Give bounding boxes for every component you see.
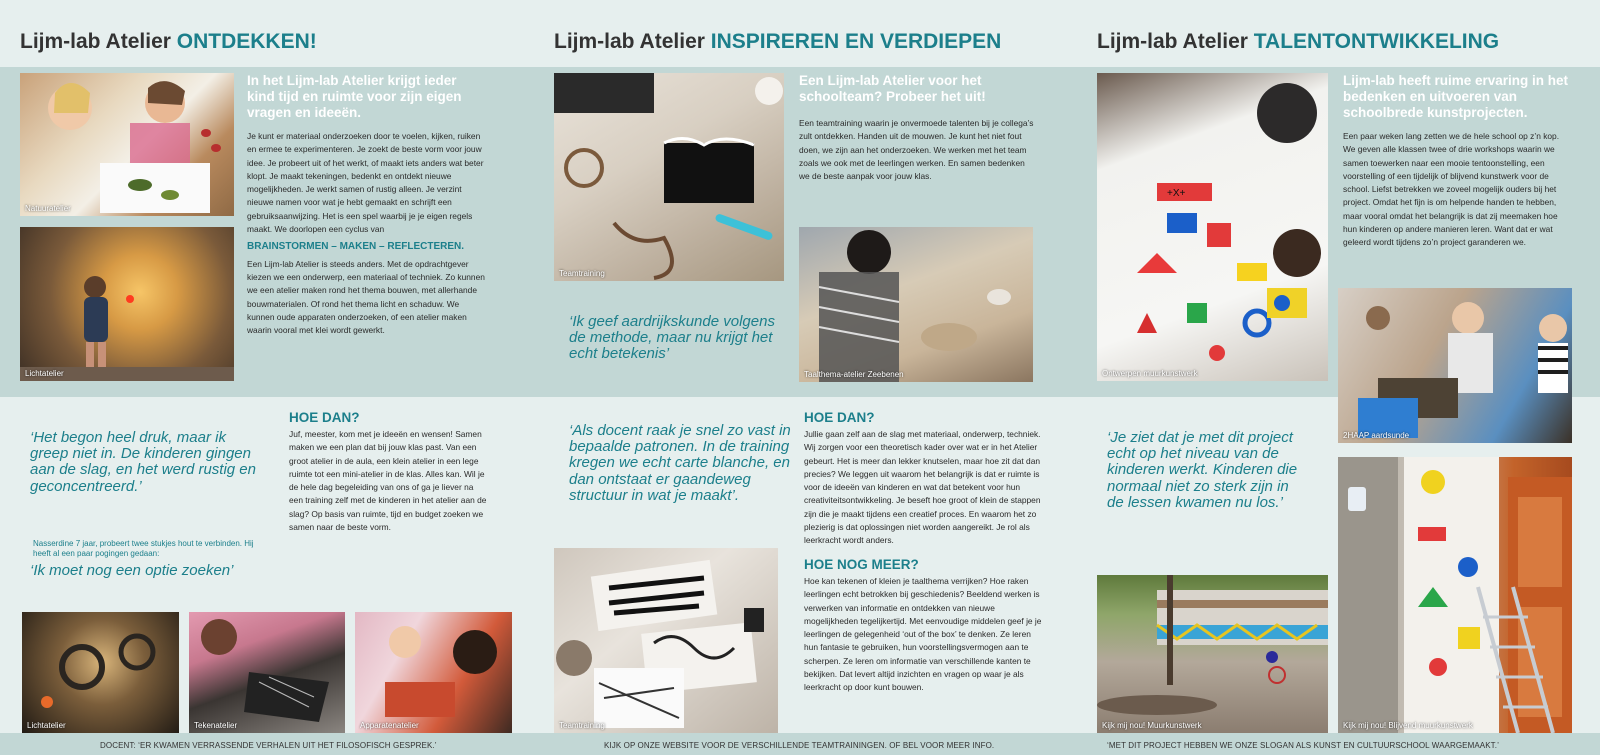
photo-2haap-art (1338, 288, 1572, 443)
title-prefix: Lijm-lab Atelier (554, 30, 705, 53)
quote: ‘Ik moet nog een optie zoeken’ (30, 562, 234, 579)
photo-muurkunstwerk (1097, 575, 1328, 733)
photo-taalthema-art (799, 227, 1033, 382)
body-text: Een teamtraining waarin je onvermoede talenten bij je collega’s zult ontdekken. Handen uit de mouwen. Je kunt het niet fout doen, we zijn aan het onderzoeken. We werken met het team zoals we ook met de leerlingen werken. En samen bedenken we de beste aanpak voor jouw klas. (799, 118, 1034, 182)
lead-text: Een Lijm-lab Atelier voor het schoolteam? Probeer het uit! (799, 73, 986, 104)
photo-muurkunstwerk-art (1097, 575, 1328, 733)
photo-caption: Kijk mij nou! Muurkunstwerk (1102, 721, 1202, 730)
photo-blijvend-muurkunstwerk (1338, 457, 1572, 733)
title-prefix: Lijm-lab Atelier (1097, 30, 1248, 53)
footer-text: ‘MET DIT PROJECT HEBBEN WE ONZE SLOGAN ALS KUNST EN CULTUURSCHOOL WAARGEMAAKT.’ (1107, 741, 1499, 750)
photo-teamtraining-1 (554, 73, 784, 281)
body-paragraph: Je kunt er materiaal onderzoeken door te voelen, kijken, ruiken en ermee te experimenteren. Je zoekt de beste vorm voor jouw idee. Je probeert uit of het werkt, of maakt iets anders wat beter klopt. Je maakt tekeningen, bedenkt en ontdekt nieuwe mogelijkheden. Je werkt samen of rustig alleen. Je verzint nieuwe namen voor wat je hebt gemaakt en schrijft een gebruiksaanwijzing. Het is een spel waarbij je je eigen regels maakt. We doorlopen een cyclus van (247, 131, 484, 235)
photo-ontwerpen-muurkunstwerk (1097, 73, 1328, 381)
panel-title (554, 30, 1001, 54)
photo-lichtatelier (20, 227, 234, 381)
footer-text: KIJK OP ONZE WEBSITE VOOR DE VERSCHILLENDE TEAMTRAININGEN. OF BEL VOOR MEER INFO. (604, 741, 995, 750)
quote: ‘Als docent raak je snel zo vast in bepaalde patronen. In de training kregen we echt carte blanche, en dan ontstaat er gaandeweg structuur in wat je maakt’. (569, 422, 791, 504)
photo-bottom-apparatenatelier-art (355, 612, 512, 733)
photo-bottom-lichtatelier (22, 612, 179, 733)
photo-caption: Teamtraining (559, 721, 605, 730)
panel-title (1097, 30, 1499, 54)
section-heading: HOE DAN? (804, 410, 875, 425)
photo-teamtraining-2 (554, 548, 778, 733)
section-heading: HOE DAN? (289, 410, 360, 425)
photo-caption: Apparatenatelier (360, 721, 419, 730)
panel-inspireren (533, 0, 1067, 755)
photo-bottom-lichtatelier-art (22, 612, 179, 733)
photo-lichtatelier-art (20, 227, 234, 381)
title-accent: INSPIREREN EN VERDIEPEN (710, 30, 1002, 53)
photo-caption: Teamtraining (559, 269, 605, 278)
photo-natuuratelier (20, 73, 234, 216)
photo-bottom-apparatenatelier (355, 612, 512, 733)
section-heading: HOE NOG MEER? (804, 557, 919, 572)
photo-caption: Tekenatelier (194, 721, 238, 730)
photo-taalthema (799, 227, 1033, 382)
body-text (247, 130, 487, 337)
body-text: Een paar weken lang zetten we de hele school op z’n kop. We geven alle klassen twee of drie workshops waarin we samen toewerken naar een mooie tentoonstelling, een voorstelling of een tijdelijk of blijvend kunstwerk voor de school. Liefst betrekken we zoveel mogelijk ouders bij het project. Omdat het fijn is om helpende handen te hebben, maar vooral omdat het belangrijk is dat zij meemaken hoe hun kinderen op andere manieren leren. Want dat er wat geleerd wordt tijdens zo’n project garanderen we. (1343, 131, 1560, 248)
lead-text: In het Lijm-lab Atelier krijgt ieder kind tijd en ruimte voor zijn eigen vragen en ideeën. (247, 73, 462, 120)
svg-text:+X+: +X+ (1167, 188, 1186, 199)
panel-title (20, 30, 317, 54)
photo-caption: Kijk mij nou! Blijvend muurkunstwerk (1343, 721, 1473, 730)
photo-natuuratelier-art (20, 73, 234, 216)
photo-blijvend-art (1338, 457, 1572, 733)
note-text: Nasserdine 7 jaar, probeert twee stukjes hout te verbinden. Hij heeft al een paar pogingen gedaan: (33, 539, 254, 558)
photo-teamtraining-2-art (554, 548, 778, 733)
body-text: Juf, meester, kom met je ideeën en wensen! Samen maken we een plan dat bij jouw klas past. Van een groot atelier in de aula, een klein atelier in een lege ruimte tot een mini-atelier in de klas. Alles kan. Wil je de hele dag begeleiding van ons of ga je liever na een training zelf met de kinderen in het atelier aan de slag? Op basis van ruimte, tijd en budget zoeken we samen naar de beste vorm. (289, 429, 487, 533)
photo-ontwerpen-art (1097, 73, 1328, 381)
photo-caption: Taalthema-atelier Zeebenen (804, 370, 904, 379)
quote: ‘Het begon heel druk, maar ik greep niet in. De kinderen gingen aan de slag, en het werd rustig en geconcentreerd.’ (30, 429, 256, 495)
photo-teamtraining-1-art (554, 73, 784, 281)
title-accent: TALENTONTWIKKELING (1253, 30, 1500, 53)
title-accent: ONTDEKKEN! (176, 30, 317, 53)
photo-caption: Natuuratelier (25, 204, 71, 213)
title-prefix: Lijm-lab Atelier (20, 30, 171, 53)
photo-caption: Ontwerpen muurkunstwerk (1102, 369, 1198, 378)
photo-caption: 2HAAP aardsunde (1343, 431, 1410, 440)
subheading: BRAINSTORMEN – MAKEN – REFLECTEREN. (247, 241, 465, 253)
photo-bottom-tekenatelier (189, 612, 345, 733)
photo-bottom-tekenatelier-art (189, 612, 345, 733)
quote: ‘Ik geef aardrijkskunde volgens de methode, maar nu krijgt het echt betekenis’ (569, 313, 775, 363)
body-text: Jullie gaan zelf aan de slag met materiaal, onderwerp, techniek. Wij zorgen voor een theoretisch kader over wat er in het Atelier gebeurt. Het is meer dan lekker knutselen, maar hoe zit dat dan precies? We leggen uit waarom het belangrijk is dat er ruimte is voor de ideeën van kinderen en wat dat betekent voor hun creativiteitsontwikkeling. Je beseft hoe groot of klein de stappen zijn die je maakt tijdens een creatief proces. En waarom het zo plezierig is dat oplossingen niet worden aangereikt. Je rol als leerkracht wordt anders. (804, 429, 1041, 546)
photo-2haap (1338, 288, 1572, 443)
body-text: Hoe kan tekenen of kleien je taalthema verrijken? Hoe raken leerlingen echt betrokken bij geschiedenis? Beeldend werken is verwerken van informatie en ontdekken van nieuwe mogelijkheden tegelijkertijd. Met eenvoudige middelen geef je je leerlingen de gelegenheid ‘out of the box’ te denken. Ze leren hun fantasie te gebruiken, hun voorstellingsvermogen aan te scherpen. Ze leren om informatie van verschillende kanten te bekijken. Dat levert altijd inzichten en vragen op waar je als leerkracht op door kunt bouwen. (804, 576, 1042, 693)
quote: ‘Je ziet dat je met dit project echt op het niveau van de kinderen werkt. Kinderen die normaal niet zo sterk zijn in de lessen kwamen nu los.’ (1107, 429, 1298, 511)
panel-talentontwikkeling (1067, 0, 1600, 755)
body-paragraph: Een Lijm-lab Atelier is steeds anders. Met de opdrachtgever kiezen we een onderwerp, een materiaal of techniek. Zo kunnen we een atelier maken rond het thema bouwen, met allerhande bouwmaterialen. Of rond het thema licht en schaduw. We kunnen oude apparaten onderzoeken, of een atelier maken waarin vooral met klei wordt gewerkt. (247, 258, 485, 336)
photo-caption: Lichtatelier (27, 721, 66, 730)
footer-text: DOCENT: ‘ER KWAMEN VERRASSENDE VERHALEN UIT HET FILOSOFISCH GESPREK.’ (100, 741, 437, 750)
lead-text: Lijm-lab heeft ruime ervaring in het bedenken en uitvoeren van schoolbrede kunstprojecten. (1343, 73, 1569, 120)
panel-ontdekken (0, 0, 533, 755)
photo-caption: Lichtatelier (25, 369, 64, 378)
